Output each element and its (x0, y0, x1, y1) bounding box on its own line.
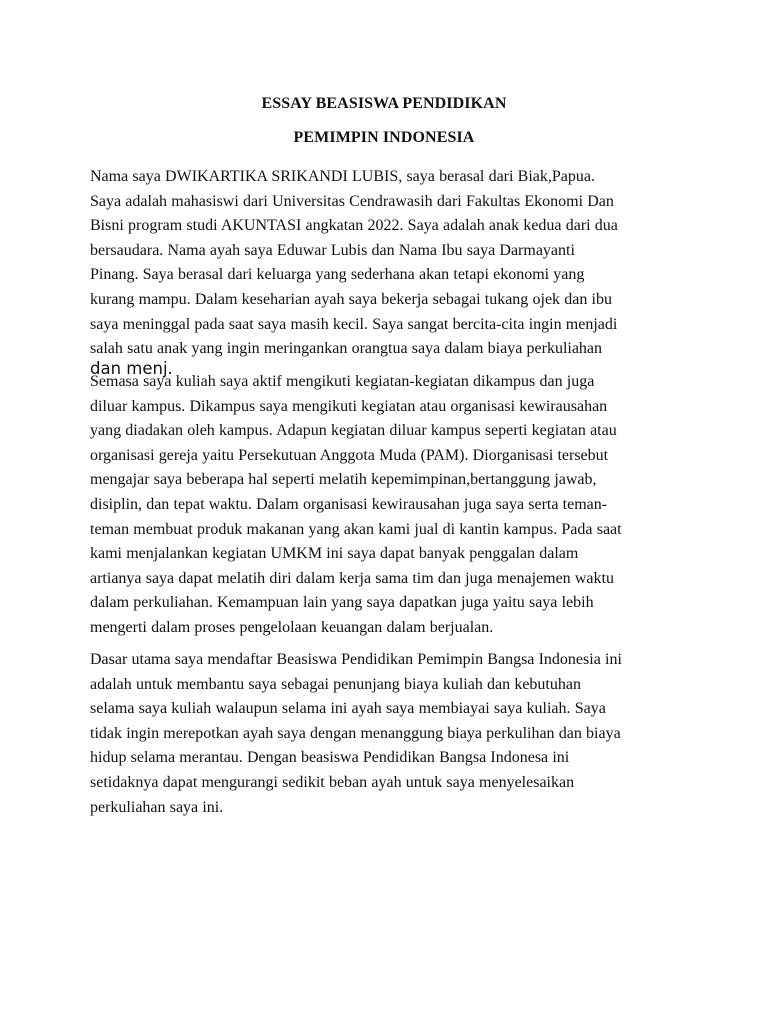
text-line: setidaknya dapat mengurangi sedikit beban ayah untuk saya menyelesaikan (90, 773, 575, 791)
text-line: tidak ingin merepotkan ayah saya dengan menanggung biaya perkulihan dan biaya (90, 724, 621, 742)
text-line: diluar kampus. Dikampus saya mengikuti kegiatan atau organisasi kewirausahan (90, 397, 608, 415)
text-line: disiplin, dan tepat waktu. Dalam organisasi kewirausahan juga saya serta teman- (90, 495, 608, 513)
paragraph-activities (90, 370, 690, 641)
text-line: dalam perkuliahan. Kemampuan lain yang saya dapatkan juga yaitu saya lebih (90, 594, 594, 612)
text-line: kurang mampu. Dalam keseharian ayah saya bekerja sebagai tukang ojek dan ibu (90, 290, 613, 308)
text-line: bersaudara. Nama ayah saya Eduwar Lubis dan Nama Ibu saya Darmayanti (90, 241, 575, 259)
paragraph-introduction (90, 165, 690, 362)
essay-title: ESSAY BEASISWA PENDIDIKAN (261, 95, 507, 112)
text-line: hidup selama merantau. Dengan beasiswa Pendidikan Bangsa Indonesa ini (90, 749, 570, 767)
text-line: teman membuat produk makanan yang akan kami jual di kantin kampus. Pada saat (90, 520, 622, 538)
text-line: kami menjalankan kegiatan UMKM ini saya dapat banyak penggalan dalam (90, 545, 579, 563)
text-line: Nama saya DWIKARTIKA SRIKANDI LUBIS, saya berasal dari Biak,Papua. (90, 168, 595, 185)
overlapping-text-fragment: dan menj. (90, 359, 173, 378)
text-line: organisasi gereja yaitu Persekutuan Anggota Muda (PAM). Diorganisasi tersebut (90, 446, 609, 464)
text-line: mengajar saya beberapa hal seperti melatih kepemimpinan,bertanggung jawab, (90, 471, 597, 489)
essay-subtitle: PEMIMPIN INDONESIA (293, 129, 475, 146)
text-line: selama saya kuliah walaupun selama ini ayah saya membiayai saya kuliah. Saya (90, 700, 606, 718)
text-line: Saya adalah mahasiswi dari Universitas Cendrawasih dari Fakultas Ekonomi Dan (90, 192, 614, 210)
text-line: adalah untuk membantu saya sebagai penunjang biaya kuliah dan kebutuhan (90, 675, 581, 693)
text-line: saya meninggal pada saat saya masih kecil. Saya sangat bercita-cita ingin menjadi (90, 315, 618, 333)
text-line: artianya saya dapat melatih diri dalam kerja sama tim dan juga menajemen waktu (90, 569, 614, 587)
text-line: mengerti dalam proses pengelolaan keuangan dalam berjualan. (90, 618, 494, 636)
paragraph-motivation (90, 648, 690, 820)
text-line: salah satu anak yang ingin meringankan orangtua saya dalam biaya perkuliahan (90, 340, 603, 358)
text-line: Semasa saya kuliah saya aktif mengikuti kegiatan-kegiatan dikampus dan juga (90, 373, 595, 390)
text-line: Bisni program studi AKUNTASI angkatan 2022. Saya adalah anak kedua dari dua (90, 217, 618, 235)
text-line: perkuliahan saya ini. (90, 798, 224, 816)
text-line: yang diadakan oleh kampus. Adapun kegiatan diluar kampus seperti kegiatan atau (90, 422, 617, 440)
text-line: Dasar utama saya mendaftar Beasiswa Pendidikan Pemimpin Bangsa Indonesia ini (90, 651, 622, 668)
text-line: Pinang. Saya berasal dari keluarga yang sederhana akan tetapi ekonomi yang (90, 266, 585, 284)
